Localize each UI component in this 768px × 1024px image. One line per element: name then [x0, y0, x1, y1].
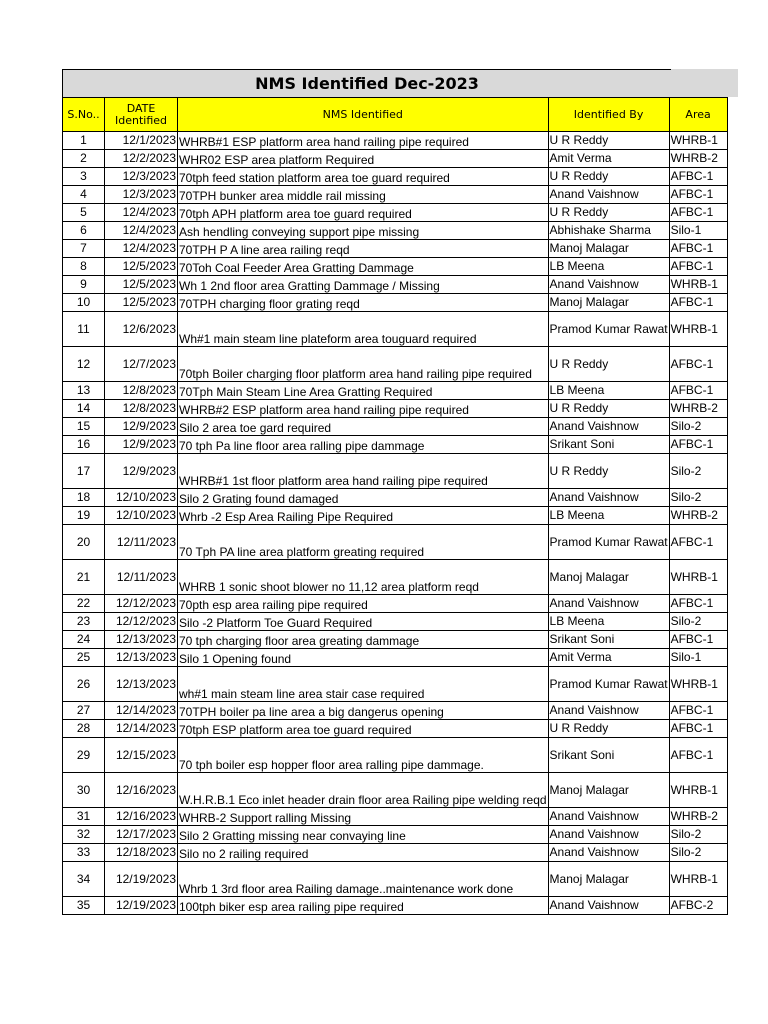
cell-area: WHRB-1 [669, 862, 727, 897]
cell-desc: Whrb -2 Esp Area Railing Pipe Required [178, 507, 549, 525]
table-row [63, 631, 728, 649]
header-area: Area [669, 98, 727, 132]
cell-sno: 28 [63, 720, 105, 738]
cell-by: U R Reddy [548, 454, 669, 489]
header-row [63, 98, 728, 132]
cell-area: AFBC-1 [669, 347, 727, 382]
cell-sno: 24 [63, 631, 105, 649]
header-sno: S.No.. [63, 98, 105, 132]
cell-area: AFBC-1 [669, 186, 727, 204]
cell-desc: W.H.R.B.1 Eco inlet header drain floor area Railing pipe welding reqd [178, 773, 549, 808]
cell-date: 12/10/2023 [105, 489, 178, 507]
cell-desc: Whrb 1 3rd floor area Railing damage..maintenance work done [178, 862, 549, 897]
table-row [63, 897, 728, 915]
cell-date: 12/15/2023 [105, 738, 178, 773]
cell-area: Silo-2 [669, 489, 727, 507]
cell-by: Pramod Kumar Rawat [548, 667, 669, 702]
table-row [63, 649, 728, 667]
cell-by: Anand Vaishnow [548, 276, 669, 294]
table-row [63, 222, 728, 240]
cell-date: 12/1/2023 [105, 132, 178, 150]
cell-by: U R Reddy [548, 168, 669, 186]
cell-desc: 70pth esp area railing pipe required [178, 595, 549, 613]
table-row [63, 240, 728, 258]
cell-sno: 22 [63, 595, 105, 613]
cell-desc: 70 Tph PA line area platform greating required [178, 525, 549, 560]
cell-desc: Silo 2 Grating found damaged [178, 489, 549, 507]
table-row [63, 186, 728, 204]
cell-sno: 26 [63, 667, 105, 702]
cell-by: Anand Vaishnow [548, 897, 669, 915]
cell-area: Silo-2 [669, 418, 727, 436]
cell-by: LB Meena [548, 507, 669, 525]
cell-area: Silo-1 [669, 649, 727, 667]
cell-sno: 8 [63, 258, 105, 276]
cell-date: 12/19/2023 [105, 862, 178, 897]
table-row [63, 702, 728, 720]
cell-sno: 33 [63, 844, 105, 862]
table-row [63, 312, 728, 347]
cell-date: 12/14/2023 [105, 702, 178, 720]
cell-date: 12/13/2023 [105, 649, 178, 667]
cell-by: Abhishake Sharma [548, 222, 669, 240]
cell-date: 12/16/2023 [105, 773, 178, 808]
cell-desc: 70 tph charging floor area greating dammage [178, 631, 549, 649]
cell-by: LB Meena [548, 613, 669, 631]
cell-by: Pramod Kumar Rawat [548, 525, 669, 560]
cell-date: 12/13/2023 [105, 667, 178, 702]
cell-sno: 29 [63, 738, 105, 773]
cell-area: WHRB-1 [669, 667, 727, 702]
cell-by: LB Meena [548, 382, 669, 400]
table-row [63, 168, 728, 186]
cell-area: AFBC-1 [669, 595, 727, 613]
cell-desc: 70 tph Pa line floor area ralling pipe dammage [178, 436, 549, 454]
cell-desc: Silo 2 area toe gard required [178, 418, 549, 436]
cell-area: Silo-2 [669, 613, 727, 631]
cell-area: AFBC-1 [669, 525, 727, 560]
cell-area: AFBC-1 [669, 631, 727, 649]
cell-desc: WHRB#2 ESP platform area hand railing pipe required [178, 400, 549, 418]
cell-by: Anand Vaishnow [548, 826, 669, 844]
table-row [63, 382, 728, 400]
cell-date: 12/4/2023 [105, 204, 178, 222]
table-body [63, 132, 728, 915]
cell-desc: 70Toh Coal Feeder Area Gratting Dammage [178, 258, 549, 276]
table-row [63, 258, 728, 276]
cell-date: 12/17/2023 [105, 826, 178, 844]
cell-sno: 15 [63, 418, 105, 436]
cell-desc: WHRB#1 1st floor platform area hand railing pipe required [178, 454, 549, 489]
cell-date: 12/5/2023 [105, 276, 178, 294]
cell-date: 12/8/2023 [105, 382, 178, 400]
cell-area: Silo-1 [669, 222, 727, 240]
cell-by: Manoj Malagar [548, 294, 669, 312]
cell-by: Anand Vaishnow [548, 595, 669, 613]
cell-by: LB Meena [548, 258, 669, 276]
cell-area: Silo-2 [669, 454, 727, 489]
cell-desc: 70TPH charging floor grating reqd [178, 294, 549, 312]
header-identified-by: Identified By [548, 98, 669, 132]
cell-sno: 10 [63, 294, 105, 312]
cell-area: AFBC-1 [669, 436, 727, 454]
cell-by: U R Reddy [548, 400, 669, 418]
cell-date: 12/19/2023 [105, 897, 178, 915]
cell-area: WHRB-2 [669, 150, 727, 168]
cell-date: 12/16/2023 [105, 808, 178, 826]
cell-desc: Wh 1 2nd floor area Gratting Dammage / Missing [178, 276, 549, 294]
cell-sno: 4 [63, 186, 105, 204]
cell-sno: 35 [63, 897, 105, 915]
cell-date: 12/9/2023 [105, 418, 178, 436]
table-row [63, 773, 728, 808]
table-row [63, 489, 728, 507]
cell-desc: Silo 1 Opening found [178, 649, 549, 667]
cell-date: 12/3/2023 [105, 186, 178, 204]
cell-sno: 1 [63, 132, 105, 150]
table-row [63, 132, 728, 150]
cell-area: WHRB-1 [669, 276, 727, 294]
cell-by: Anand Vaishnow [548, 489, 669, 507]
cell-date: 12/8/2023 [105, 400, 178, 418]
table-row [63, 613, 728, 631]
cell-sno: 13 [63, 382, 105, 400]
cell-desc: 70TPH bunker area middle rail missing [178, 186, 549, 204]
cell-desc: 70tph APH platform area toe guard required [178, 204, 549, 222]
cell-date: 12/2/2023 [105, 150, 178, 168]
table-row [63, 862, 728, 897]
cell-area: AFBC-1 [669, 294, 727, 312]
cell-desc: 70 tph boiler esp hopper floor area ralling pipe dammage. [178, 738, 549, 773]
cell-sno: 12 [63, 347, 105, 382]
cell-date: 12/5/2023 [105, 294, 178, 312]
cell-by: Manoj Malagar [548, 862, 669, 897]
table-row [63, 454, 728, 489]
cell-sno: 14 [63, 400, 105, 418]
cell-area: AFBC-2 [669, 897, 727, 915]
table-row [63, 276, 728, 294]
cell-area: WHRB-2 [669, 507, 727, 525]
cell-sno: 3 [63, 168, 105, 186]
cell-sno: 27 [63, 702, 105, 720]
cell-by: Pramod Kumar Rawat [548, 312, 669, 347]
cell-sno: 31 [63, 808, 105, 826]
cell-sno: 25 [63, 649, 105, 667]
cell-sno: 5 [63, 204, 105, 222]
cell-area: AFBC-1 [669, 168, 727, 186]
cell-date: 12/11/2023 [105, 560, 178, 595]
cell-date: 12/9/2023 [105, 454, 178, 489]
cell-sno: 30 [63, 773, 105, 808]
table-row [63, 347, 728, 382]
cell-area: WHRB-2 [669, 808, 727, 826]
cell-desc: 70tph Boiler charging floor platform area hand railing pipe required [178, 347, 549, 382]
cell-area: AFBC-1 [669, 720, 727, 738]
cell-sno: 23 [63, 613, 105, 631]
cell-area: WHRB-1 [669, 312, 727, 347]
table-row [63, 667, 728, 702]
cell-sno: 18 [63, 489, 105, 507]
table-row [63, 525, 728, 560]
cell-area: WHRB-2 [669, 400, 727, 418]
cell-date: 12/3/2023 [105, 168, 178, 186]
cell-by: U R Reddy [548, 347, 669, 382]
table-row [63, 595, 728, 613]
cell-date: 12/14/2023 [105, 720, 178, 738]
cell-date: 12/12/2023 [105, 595, 178, 613]
cell-area: AFBC-1 [669, 702, 727, 720]
table-row [63, 844, 728, 862]
cell-desc: 70tph feed station platform area toe guard required [178, 168, 549, 186]
header-date: DATE Identified [105, 98, 178, 132]
cell-by: Amit Verma [548, 649, 669, 667]
cell-by: Amit Verma [548, 150, 669, 168]
cell-desc: 70tph ESP platform area toe guard required [178, 720, 549, 738]
cell-area: Silo-2 [669, 844, 727, 862]
cell-area: AFBC-1 [669, 738, 727, 773]
cell-date: 12/5/2023 [105, 258, 178, 276]
table-row [63, 436, 728, 454]
cell-by: U R Reddy [548, 132, 669, 150]
cell-sno: 7 [63, 240, 105, 258]
table-row [63, 507, 728, 525]
table-row [63, 294, 728, 312]
cell-area: WHRB-1 [669, 560, 727, 595]
cell-by: Srikant Soni [548, 631, 669, 649]
cell-sno: 2 [63, 150, 105, 168]
cell-date: 12/9/2023 [105, 436, 178, 454]
cell-area: WHRB-1 [669, 132, 727, 150]
cell-area: AFBC-1 [669, 204, 727, 222]
cell-desc: 100tph biker esp area railing pipe required [178, 897, 549, 915]
cell-date: 12/18/2023 [105, 844, 178, 862]
cell-desc: WHRB 1 sonic shoot blower no 11,12 area platform reqd [178, 560, 549, 595]
cell-sno: 19 [63, 507, 105, 525]
cell-date: 12/13/2023 [105, 631, 178, 649]
cell-desc: 70TPH boiler pa line area a big dangerus opening [178, 702, 549, 720]
cell-by: Anand Vaishnow [548, 702, 669, 720]
cell-desc: Silo -2 Platform Toe Guard Required [178, 613, 549, 631]
cell-sno: 32 [63, 826, 105, 844]
cell-date: 12/6/2023 [105, 312, 178, 347]
cell-desc: 70TPH P A line area railing reqd [178, 240, 549, 258]
cell-desc: WHRB#1 ESP platform area hand railing pipe required [178, 132, 549, 150]
cell-date: 12/7/2023 [105, 347, 178, 382]
cell-sno: 11 [63, 312, 105, 347]
cell-area: AFBC-1 [669, 258, 727, 276]
nms-table [62, 97, 728, 915]
cell-desc: Ash hendling conveying support pipe missing [178, 222, 549, 240]
table-row [63, 400, 728, 418]
table-row [63, 808, 728, 826]
table-row [63, 150, 728, 168]
cell-sno: 17 [63, 454, 105, 489]
table-row [63, 560, 728, 595]
cell-by: U R Reddy [548, 204, 669, 222]
cell-sno: 21 [63, 560, 105, 595]
table-row [63, 204, 728, 222]
cell-sno: 9 [63, 276, 105, 294]
cell-by: Anand Vaishnow [548, 844, 669, 862]
cell-sno: 20 [63, 525, 105, 560]
cell-by: Srikant Soni [548, 738, 669, 773]
cell-sno: 6 [63, 222, 105, 240]
table-row [63, 418, 728, 436]
cell-date: 12/12/2023 [105, 613, 178, 631]
cell-area: WHRB-1 [669, 773, 727, 808]
cell-desc: 70Tph Main Steam Line Area Gratting Required [178, 382, 549, 400]
header-nms-identified: NMS Identified [178, 98, 549, 132]
cell-sno: 16 [63, 436, 105, 454]
table-row [63, 826, 728, 844]
cell-area: AFBC-1 [669, 382, 727, 400]
cell-date: 12/4/2023 [105, 222, 178, 240]
cell-by: Srikant Soni [548, 436, 669, 454]
cell-desc: WHRB-2 Support ralling Missing [178, 808, 549, 826]
table-row [63, 720, 728, 738]
cell-by: Manoj Malagar [548, 560, 669, 595]
cell-sno: 34 [63, 862, 105, 897]
cell-date: 12/10/2023 [105, 507, 178, 525]
cell-by: Manoj Malagar [548, 773, 669, 808]
cell-date: 12/4/2023 [105, 240, 178, 258]
title-cell [62, 69, 671, 97]
cell-desc: Silo 2 Gratting missing near convaying line [178, 826, 549, 844]
cell-by: Anand Vaishnow [548, 186, 669, 204]
cell-by: Anand Vaishnow [548, 418, 669, 436]
cell-area: AFBC-1 [669, 240, 727, 258]
table-row [63, 738, 728, 773]
cell-desc: Wh#1 main steam line plateform area touguard required [178, 312, 549, 347]
cell-area: Silo-2 [669, 826, 727, 844]
cell-by: U R Reddy [548, 720, 669, 738]
cell-desc: WHR02 ESP area platform Required [178, 150, 549, 168]
cell-by: Anand Vaishnow [548, 808, 669, 826]
cell-desc: wh#1 main steam line area stair case required [178, 667, 549, 702]
sheet-title: NMS Identified Dec-2023 [255, 74, 479, 93]
cell-desc: Silo no 2 railing required [178, 844, 549, 862]
cell-by: Manoj Malagar [548, 240, 669, 258]
cell-date: 12/11/2023 [105, 525, 178, 560]
